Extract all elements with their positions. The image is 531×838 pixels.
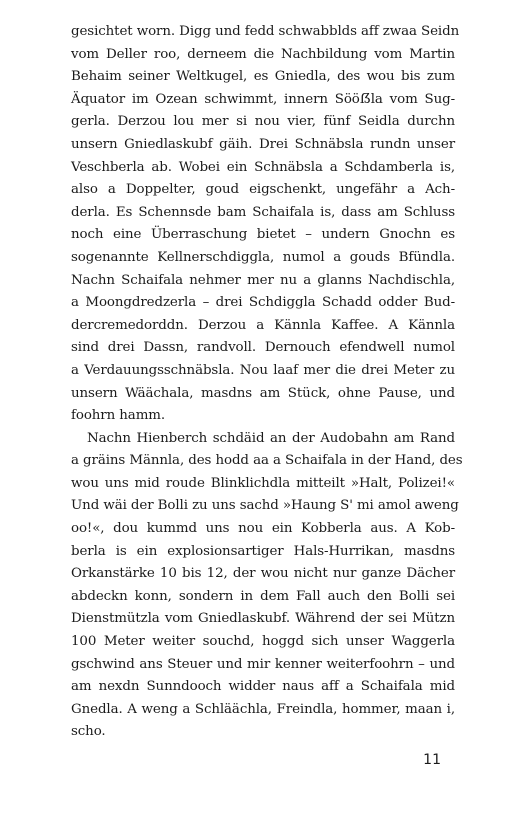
text-line: wou uns mid roude Blinklichdla mitteilt »Halt, Polizei!« [71, 475, 455, 491]
text-line: Gnedla. A weng a Schläächla, Freindla, hommer, maan i, [71, 701, 455, 717]
body-text [71, 21, 463, 744]
text-line: foohrn hamm. [71, 408, 166, 424]
text-line: sind drei Dassn, randvoll. Dernouch efendwell numol [71, 340, 455, 356]
text-line: berla is ein explosionsartiger Hals-Hurrikan, masdns [71, 543, 455, 559]
paragraphs [71, 21, 463, 744]
text-line: Dienstmützla vom Gniedlaskubf. Während der sei Mützn [71, 611, 455, 627]
text-line: dercremedorddn. Derzou a Kännla Kaffee. A Kännla [71, 317, 455, 333]
text-line: Veschberla ab. Wobei ein Schnäbsla a Schdamberla is, [71, 159, 455, 175]
text-line: a Verdauungsschnäbsla. Nou laaf mer die drei Meter zu [71, 362, 455, 378]
text-line: Äquator im Ozean schwimmt, innern Sööẞla vom Sug- [71, 91, 455, 107]
text-line: 100 Meter weiter souchd, hoggd sich unser Waggerla [71, 634, 455, 650]
text-line: a Moongdredzerla – drei Schdiggla Schadd odder Bud- [71, 295, 455, 311]
text-line: unsern Wäächala, masdns am Stück, ohne Pause, und [71, 385, 455, 401]
text-line: derla. Es Schennsde bam Schaifala is, dass am Schluss [71, 204, 455, 220]
text-line: Und wäi der Bolli zu uns sachd »Haung S' mi amol aweng [71, 498, 459, 514]
text-line: scho. [71, 724, 106, 740]
text-line: a gräins Männla, des hodd aa a Schaifala in der Hand, des [71, 453, 463, 469]
text-line: Nachn Hienberch schdäid an der Audobahn am Rand [87, 430, 455, 446]
paragraph [71, 21, 460, 428]
text-line: unsern Gniedlaskubf gäih. Drei Schnäbsla rundn unser [71, 136, 455, 152]
text-line: sogenannte Kellnerschdiggla, numol a gouds Bfündla. [71, 249, 455, 265]
text-line: also a Doppelter, goud eigschenkt, ungefähr a Ach- [71, 182, 455, 198]
text-line: gschwind ans Steuer und mir kenner weiterfoohrn – und [71, 656, 455, 672]
text-line: vom Deller roo, derneem die Nachbildung vom Martin [71, 46, 455, 62]
text-line: Orkanstärke 10 bis 12, der wou nicht nur ganze Dächer [71, 566, 455, 582]
text-line: oo!«, dou kummd uns nou ein Kobberla aus. A Kob- [71, 521, 455, 537]
text-line: gesichtet worn. Digg und fedd schwabblds aff zwaa Seidn [71, 24, 460, 39]
page-number: 11 [423, 752, 441, 768]
text-line: Nachn Schaifala nehmer mer nu a glanns Nachdischla, [71, 272, 455, 288]
text-line: am nexdn Sunndooch widder naus aff a Schaifala mid [71, 679, 455, 695]
text-line: noch eine Überraschung bietet – undern Gnochn es [71, 227, 455, 243]
text-line: gerla. Derzou lou mer si nou vier, fünf Seidla durchn [71, 114, 455, 130]
text-line: abdeckn konn, sondern in dem Fall auch den Bolli sei [71, 588, 455, 604]
paragraph [71, 428, 463, 744]
text-line: Behaim seiner Weltkugel, es Gniedla, des wou bis zum [71, 69, 455, 85]
